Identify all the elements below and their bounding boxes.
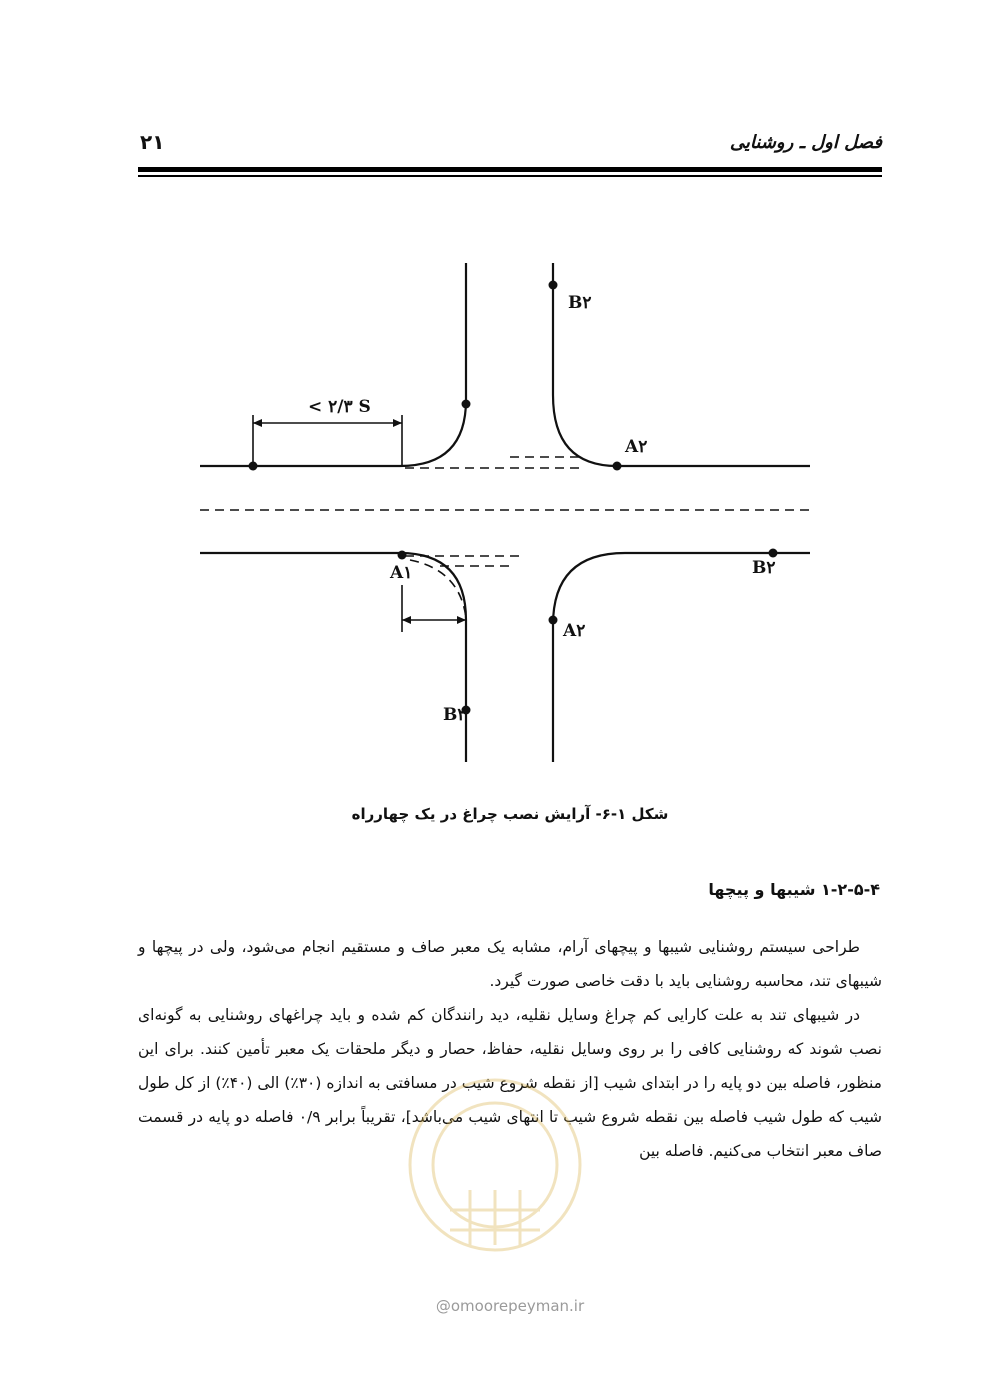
section-heading: ۱-۲-۵-۴ شیبها و پیچها xyxy=(708,880,880,899)
road-edge-bottom-left xyxy=(200,553,466,762)
pole-point xyxy=(462,400,471,409)
road-edge-top-right xyxy=(553,263,810,466)
watermark-seal xyxy=(400,1060,590,1270)
page-number: ۲۱ xyxy=(140,130,165,154)
arrow-left xyxy=(253,419,262,427)
arrow-offset-left xyxy=(402,616,411,624)
pole-point xyxy=(549,281,558,290)
header-rule-thick xyxy=(138,167,882,172)
dashed-curve-a1 xyxy=(410,560,466,618)
paragraph: در شیبهای تند به علت کارایی کم چراغ وسایل نقلیه، دید رانندگان کم شده و باید چراغهای روشنایی به گونه‌ای نصب شوند که روشنایی کافی را بر روی وسایل نقلیه، حفاظ، حصار و دیگر ملحقات یک معبر تأمین کنند. برای این منظور، فاصله بین دو پایه را در ابتدای شیب [از نقطه شروع شیب در مسافتی به اندازه (۳۰٪) الی (۴۰٪) از کل طول شیب که طول شیب فاصله بین نقطه شروع شیب تا انتهای شیب می‌باشد]، تقریباً برابر ۰/۹ فاصله دو پایه در قسمت صاف معبر انتخاب می‌کنیم. فاصله بین xyxy=(138,1006,882,1160)
paragraph: طراحی سیستم روشنایی شیبها و پیچهای آرام، مشابه یک معبر صاف و مستقیم انجام می‌شود، ولی در پیچها و شیبهای تند، محاسبه روشنایی باید با دقت خاصی صورت گیرد. xyxy=(138,938,882,990)
road-edge-top-left xyxy=(200,263,466,466)
pole-point xyxy=(249,462,258,471)
intersection-diagram xyxy=(190,255,820,775)
figure-caption: شکل ۱-۶- آرایش نصب چراغ در یک چهارراه xyxy=(351,805,669,823)
label-a1: A۱ xyxy=(390,563,413,583)
pole-point xyxy=(769,549,778,558)
site-watermark: @omoorepeyman.ir xyxy=(435,1297,585,1315)
label-a2-lower: A۲ xyxy=(563,621,586,641)
pole-point xyxy=(549,616,558,625)
chapter-title: فصل اول ـ روشنایی xyxy=(729,132,882,153)
road-edge-bottom-right xyxy=(553,553,810,762)
header-rule-thin xyxy=(138,175,882,177)
arrow-offset-right xyxy=(457,616,466,624)
arrow-right xyxy=(393,419,402,427)
label-b2-right: B۲ xyxy=(752,558,776,578)
label-a2-right: A۲ xyxy=(625,437,648,457)
label-b2-bottom: B۲ xyxy=(443,705,467,725)
pole-point xyxy=(613,462,622,471)
label-b2-top: B۲ xyxy=(568,293,592,313)
dimension-label: < ۲/۳ S xyxy=(308,397,371,417)
pole-point xyxy=(398,551,407,560)
